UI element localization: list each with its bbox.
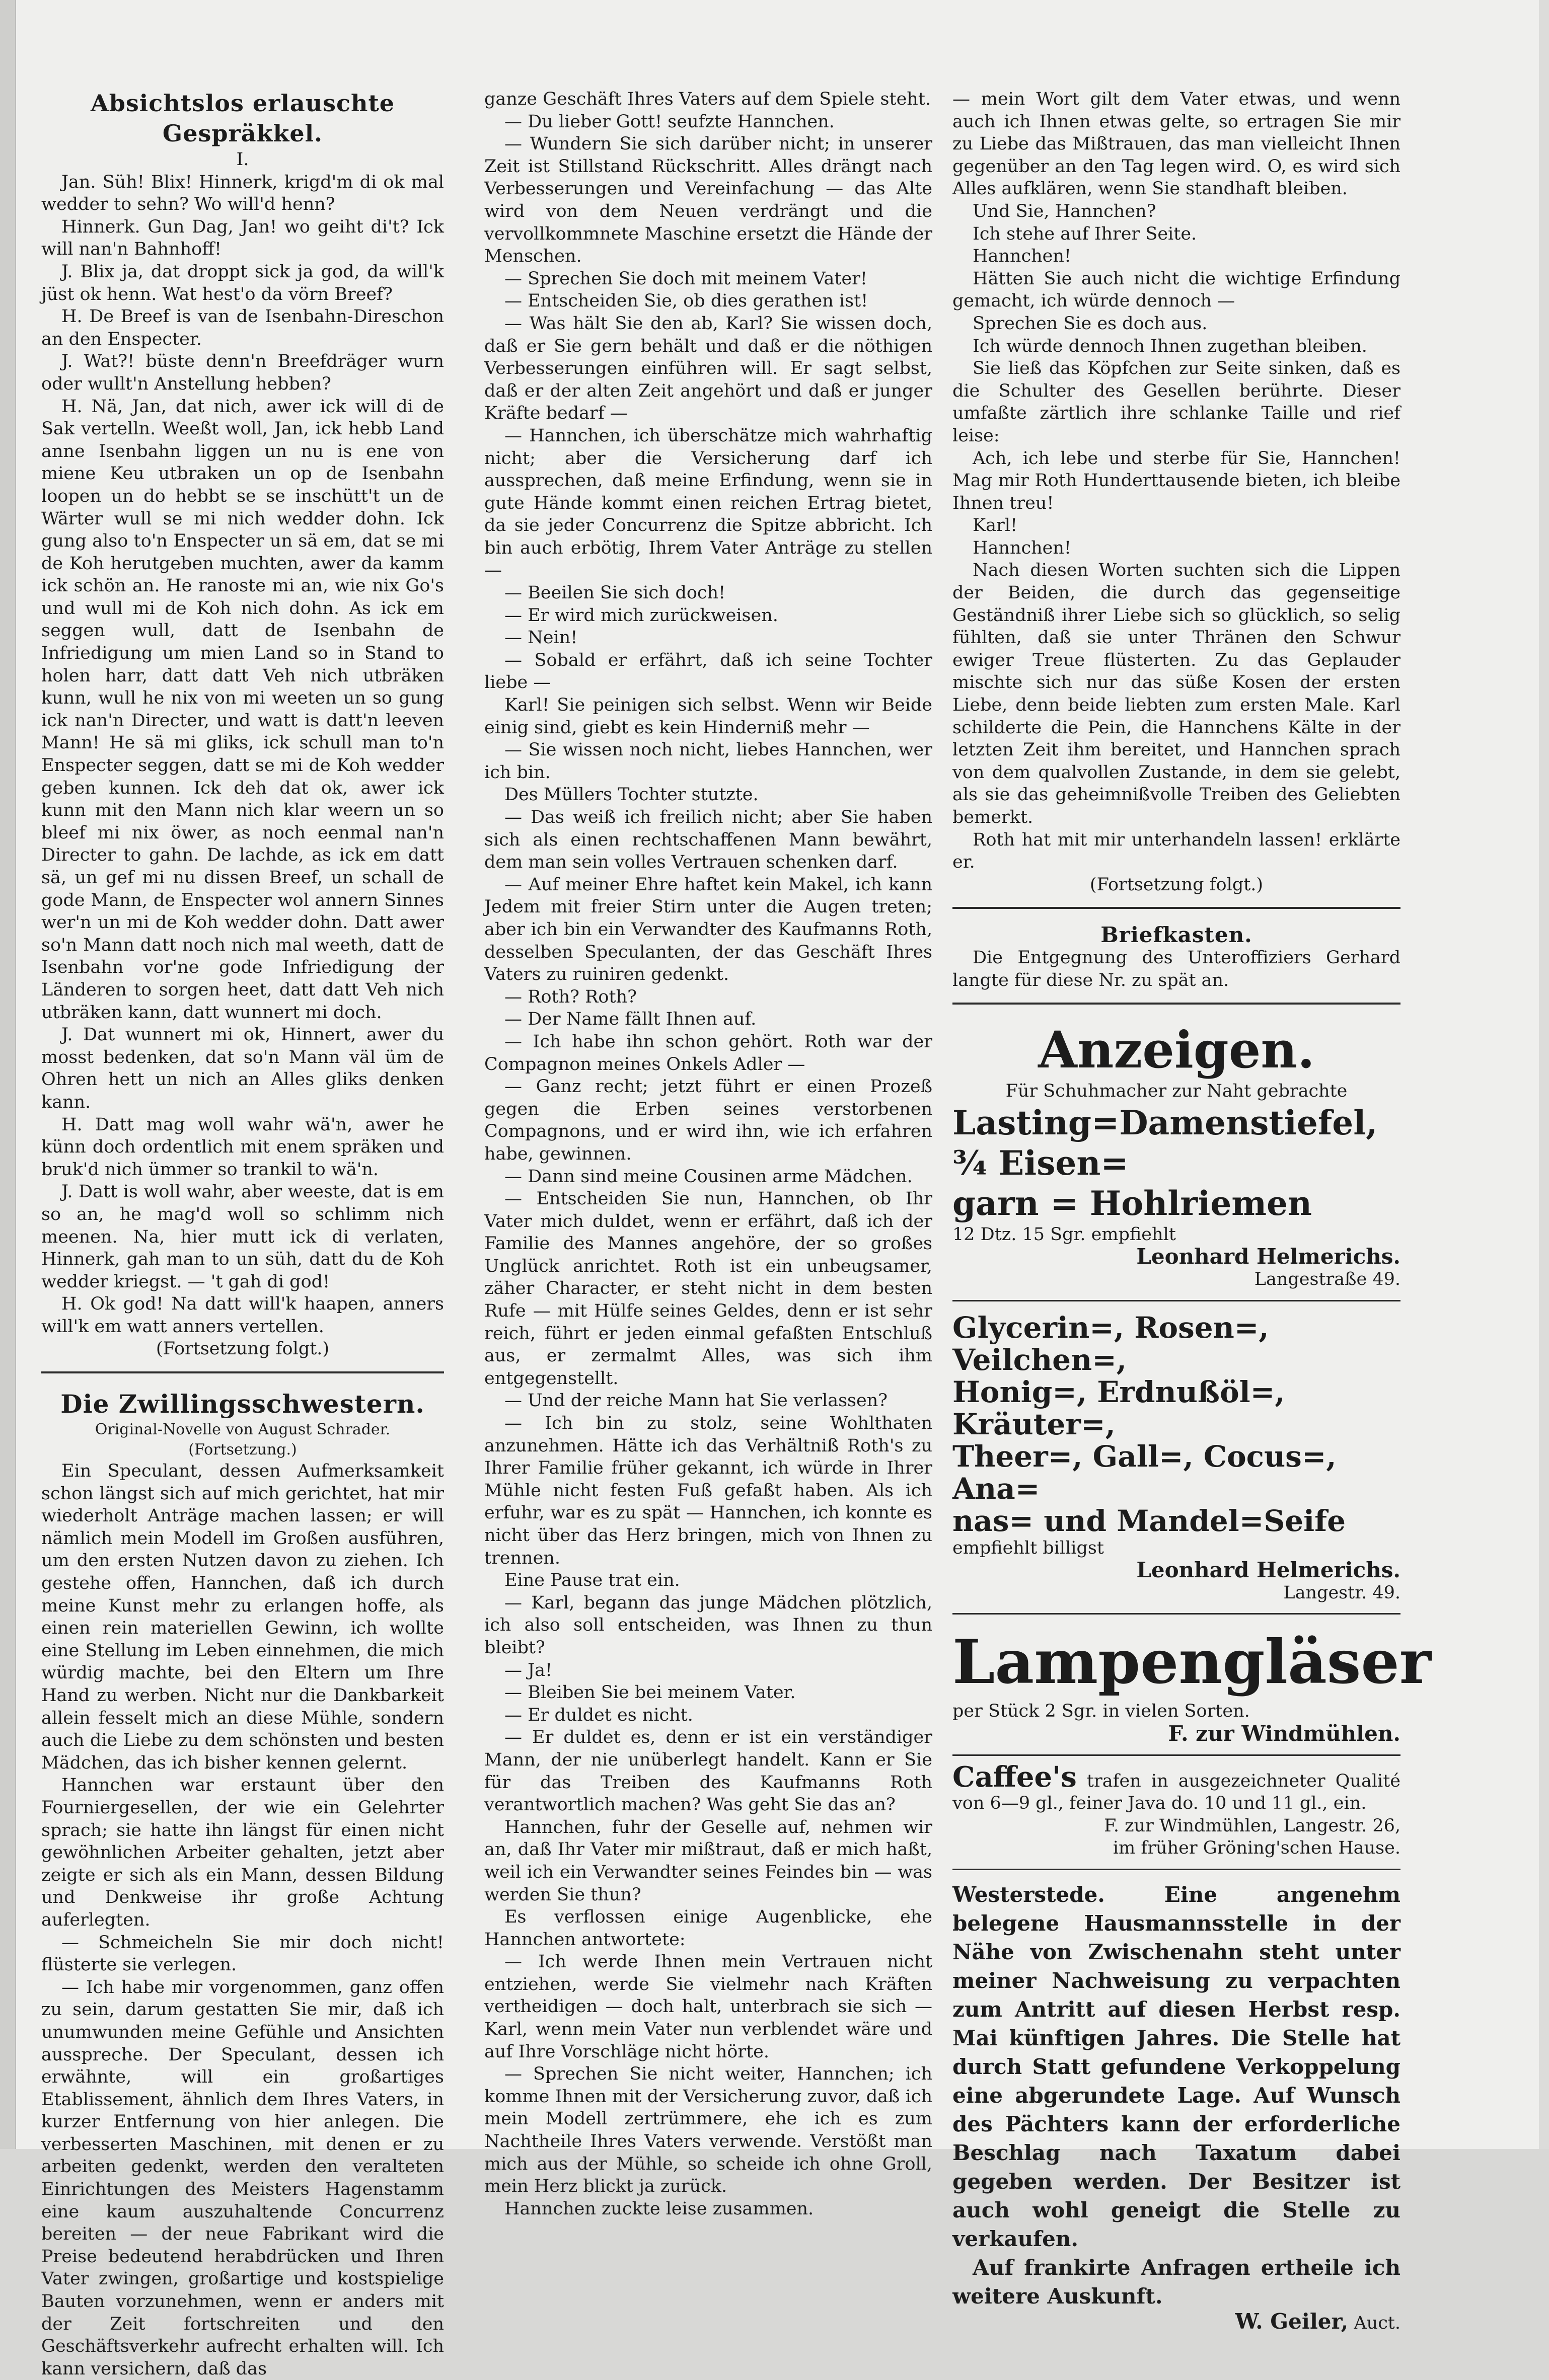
story-paragraph: — Er duldet es, denn er ist ein verständiger Mann, der nie unüberlegt handelt. Kann er Sie für das Treiben des Kaufmanns Roth verantwortlich machen? Was geht Sie das an? — [484, 1727, 932, 1815]
ad-headline: garn = Hohlriemen — [952, 1183, 1312, 1223]
section-divider — [952, 1003, 1400, 1005]
story-paragraph: Sprechen Sie es doch aus. — [973, 313, 1208, 334]
story-paragraph: — Was hält Sie den ab, Karl? Sie wissen doch, daß er Sie gern behält und daß er die nöthigen Verbesserungen einführen will. Er sagt selbst, daß er der alten Zeit angehört und daß er junger Kräfte bedarf — — [484, 313, 932, 424]
story-paragraph: — Wundern Sie sich darüber nicht; in unserer Zeit ist Stillstand Rückschritt. Alles drängt nach Verbesserungen und Vereinfachung — das Alte wird von dem Neuen verdrängt und die vervollkommnete Maschine ersetzt die Hände der Menschen. — [484, 134, 932, 267]
soap-ad-line: Glycerin=, Rosen=, Veilchen=, — [952, 1310, 1269, 1377]
dialogue-line: H. Nä, Jan, dat nich, awer ick will di de Sak vertelln. Weeßt woll, Jan, ick hebb Land anne Isenbahn liggen un nu is ene von miene Keu utbraken un op de Isenbahn loopen un do hebbt se se inschütt't un de Wärter wull se mi nich wedder dohn. Ick gung also to'n Enspecter un sä em, dat se mi de Koh herutgeben muchten, awer da kamm ick schön an. He ranoste mi an, wie nix Go's und wull mi de Koh nich dohn. As ick em seggen wull, datt de Isenbahn de Infriedigung um mien Land so in Stand to holen harr, datt datt Veh nich utbräken kunn, wull he nix von mi weeten un so gung ick nan'n Directer, und watt is datt'n leeven Mann! He sä mi gliks, ick schull man to'n Enspecter seggen, datt se mi de Koh wedder geben kunnen. Ick deh dat ok, awer ick kunn mit den Mann nich klar weern un so bleef mi nix öwer, as noch eenmal nan'n Directer to gahn. De lachde, as ick em datt sä, un gef mi nu dissen Breef, un schall de gode Mann, de Enspecter wol annern Sinnes wer'n un mi de Koh wedder dohn. Datt awer so'n Mann datt noch nich mal weeth, datt de Isenbahn vor'ne gode Infriedigung der Länderen to sorgen heet, datt datt Veh nich utbräken kann, datt wunnert mi doch. — [41, 396, 444, 1023]
ad-signature-title: Auct. — [1354, 2313, 1400, 2333]
dialogue-line: J. Wat?! büste denn'n Breefdräger wurn oder wullt'n Anstellung hebben? — [41, 351, 444, 394]
story-paragraph: Hannchen war erstaunt über den Fourniergesellen, der wie ein Gelehrter sprach; sie hatte ihn längst für einen nicht gewöhnlichen Arbeiter gehalten, jetzt aber zeigte er sich als ein Mann, dessen Bildung und Denkweise ihr große Achtung auferlegten. — [41, 1775, 444, 1930]
story-paragraph: — mein Wort gilt dem Vater etwas, und wenn auch ich Ihnen etwas gelte, so ertragen Sie mir zu Liebe das Mißtrauen, das man vielleicht Ihnen gegenüber an den Tag legen wird. O, es wird sich Alles aufklären, wenn Sie standhaft bleiben. — [952, 89, 1400, 199]
farm-lease-ad: Westerstede. Eine angenehm belegene Hausmannsstelle in der Nähe von Zwischenahn steht unter meiner Nachweisung zu verpachten zum Antritt auf diesen Herbst resp. Mai künftigen Jahres. Die Stelle hat durch Statt gefundene Verkoppelung eine abgerundete Lage. Auf Wunsch des Pächters kann der erforderliche Beschlag nach Taxatum dabei gegeben werden. Der Besitzer ist auch wohl geneigt die Stelle zu verkaufen. — [952, 1882, 1400, 2251]
section-divider — [952, 1300, 1400, 1301]
soap-ad-line: nas= und Mandel=Seife — [952, 1503, 1346, 1538]
dialogue-line: H. Datt mag woll wahr wä'n, awer he künn doch ordentlich mit enem spräken und bruk'd nich ümmer so trankil to wä'n. — [41, 1114, 444, 1180]
story-paragraph: — Ich bin zu stolz, seine Wohlthaten anzunehmen. Hätte ich das Verhältniß Roth's zu Ihrer Familie früher gekannt, ich würde in Ihrer Mühle nicht festen Fuß gefaßt haben. Als ich erfuhr, war es zu spät — Hannchen, ich konnte es nicht über das Herz bringen, mich von Ihnen zu trennen. — [484, 1413, 932, 1568]
newspaper-page — [15, 0, 1541, 2379]
story-paragraph: Roth hat mit mir unterhandeln lassen! erklärte er. — [952, 829, 1400, 873]
story-paragraph: — Karl, begann das junge Mädchen plötzlich, ich also soll entscheiden, was Ihnen zu thun bleibt? — [484, 1592, 932, 1658]
story-paragraph: — Roth? Roth? — [504, 986, 637, 1007]
story-paragraph: — Schmeicheln Sie mir doch nicht! flüsterte sie verlegen. — [41, 1932, 444, 1975]
story-paragraph: Ach, ich lebe und sterbe für Sie, Hannchen! Mag mir Roth Hunderttausende bieten, ich bleibe Ihnen treu! — [952, 448, 1400, 513]
story-subtitle: Original-Novelle von August Schrader. — [95, 1421, 391, 1439]
column-1 — [41, 88, 444, 2380]
story-paragraph: — Hannchen, ich überschätze mich wahrhaftig nicht; aber die Versicherung darf ich aussprechen, daß meine Erfindung, wenn sie in gute Hände kommt einen reichen Ertrag bietet, da sie jeder Concurrenz die Spitze abbricht. Ich bin auch erbötig, Ihrem Vater Anträge zu stellen — — [484, 425, 932, 581]
dialogue-line: J. Dat wunnert mi ok, Hinnert, awer du mosst bedenken, dat so'n Mann väl üm de Ohren hett un nich an Alles gliks denken kann. — [41, 1025, 444, 1112]
dialogue-line: J. Blix ja, dat droppt sick ja god, da will'k jüst ok henn. Wat hest'o da vörn Breef? — [41, 261, 444, 304]
section-number: I. — [236, 149, 249, 170]
story-paragraph: Des Müllers Tochter stutzte. — [504, 785, 759, 805]
ad-merchant: Leonhard Helmerichs. — [1136, 1244, 1400, 1269]
story-paragraph: — Er duldet es nicht. — [504, 1705, 693, 1725]
story-paragraph: — Sprechen Sie nicht weiter, Hannchen; ich komme Ihnen mit der Versicherung zuvor, daß ich mein Modell zertrümmere, ehe ich es zum Nachtheile Ihres Vaters verwende. Verstößt man mich aus der Mühle, so scheide ich ohne Groll, mein Herz blickt ja zurück. — [484, 2064, 932, 2197]
story-paragraph: — Ich werde Ihnen mein Vertrauen nicht entziehen, werde Sie vielmehr nach Kräften vertheidigen — doch halt, unterbrach sie sich — Karl, wenn mein Vater nun verblendet wäre und auf Ihre Vorschläge nicht hörte. — [484, 1952, 932, 2062]
story-title: Die Zwillingsschwestern. — [60, 1389, 425, 1419]
dialogue-line: Hinnerk. Gun Dag, Jan! wo geiht di't? Ick will nan'n Bahnhoff! — [41, 216, 444, 260]
article-title-gespraeckel: Absichtslos erlauschte Gespräkkel. — [91, 90, 395, 147]
ad-address: im früher Gröning'schen Hause. — [1113, 1838, 1400, 1859]
dialogue-line: Jan. Süh! Blix! Hinnerk, krigd'm di ok mal wedder to sehn? Wo will'd henn? — [41, 172, 444, 215]
ad-headline: Lasting=Damenstiefel, ¾ Eisen= — [952, 1103, 1378, 1183]
coffee-ad-text: trafen in ausgezeichneter Qualité von 6—9 gl., feiner Java do. 10 und 11 gl., ein. — [952, 1771, 1400, 1814]
story-paragraph: Hannchen! — [973, 246, 1071, 267]
story-paragraph: — Sie wissen noch nicht, liebes Hannchen, wer ich bin. — [484, 740, 932, 783]
story-paragraph: Ich stehe auf Ihrer Seite. — [973, 223, 1197, 244]
story-paragraph: — Ja! — [504, 1660, 553, 1680]
story-continuation-note: (Fortsetzung.) — [188, 1441, 297, 1459]
story-paragraph: — Auf meiner Ehre haftet kein Makel, ich kann Jedem mit freier Stirn unter die Augen treten; aber ich bin ein Verwandter des Kaufmanns Roth, desselben Speculanten, der das Geschäft Ihres Vaters zu ruiniren gedenkt. — [484, 874, 932, 985]
briefkasten-title: Briefkasten. — [1100, 923, 1252, 948]
section-divider — [41, 1371, 444, 1373]
story-paragraph: — Sprechen Sie doch mit meinem Vater! — [504, 268, 867, 289]
story-paragraph: — Das weiß ich freilich nicht; aber Sie haben sich als einen rechtschaffenen Mann bewährt, dem man sein volles Vertrauen schenken darf. — [484, 807, 932, 873]
story-paragraph: Karl! Sie peinigen sich selbst. Wenn wir Beide einig sind, giebt es kein Hinderniß mehr — — [484, 695, 932, 738]
ad-recommendation: empfiehlt billigst — [952, 1538, 1104, 1558]
section-divider — [952, 1754, 1400, 1756]
ad-merchant: F. zur Windmühlen, Langestr. 26, — [1104, 1815, 1400, 1836]
story-paragraph: — Entscheiden Sie, ob dies gerathen ist! — [504, 291, 868, 312]
ad-address: Langestr. 49. — [1283, 1582, 1400, 1603]
column-3 — [952, 88, 1431, 2334]
story-paragraph: ganze Geschäft Ihres Vaters auf dem Spiele steht. — [484, 89, 931, 109]
lamp-glass-ad-title: Lampengläser — [952, 1627, 1431, 1698]
ad-address: Langestraße 49. — [1254, 1269, 1400, 1289]
story-paragraph: Und Sie, Hannchen? — [973, 201, 1156, 221]
briefkasten-text: Die Entgegnung des Unteroffiziers Gerhard langte für diese Nr. zu spät an. — [952, 947, 1400, 990]
story-paragraph: Hannchen zuckte leise zusammen. — [504, 2198, 814, 2219]
story-paragraph: Eine Pause trat ein. — [504, 1570, 680, 1591]
ad-merchant: Leonhard Helmerichs. — [1136, 1558, 1400, 1583]
story-paragraph: Nach diesen Worten suchten sich die Lippen der Beiden, die durch das gegenseitige Geständniß ihrer Liebe sich so glücklich, so selig fühlten, daß sie unter Thränen den Schwur ewiger Treue flüsterten. Zu das Geplauder mischte sich nur das süße Kosen der ersten Liebe, denn beide liebten zum ersten Male. Karl schilderte die Pein, die Hannchens Kälte in der letzten Zeit ihm bereitet, und Hannchen sprach von dem qualvollen Zustande, in dem sie gelebt, als sie das geheimnißvolle Treiben des Geliebten bemerkt. — [952, 560, 1400, 827]
story-paragraph: Ein Speculant, dessen Aufmerksamkeit schon längst sich auf mich gerichtet, hat mir wiederholt Anträge machen lassen; er will nämlich mein Modell im Großen ausführen, um den ersten Nutzen davon zu ziehen. Ich gestehe offen, Hannchen, daß ich durch meine Kunst mehr zu erlangen hoffe, als einen rein materiellen Gewinn, ich wollte eine Stellung im Leben einnehmen, die mich würdig machte, bei den Eltern um Ihre Hand zu werben. Nicht nur die Dankbarkeit allein fesselt mich an diese Mühle, sondern auch die Liebe zu dem schönsten und besten Mädchen, das ich bisher kennen gelernt. — [41, 1461, 444, 1773]
story-paragraph: — Du lieber Gott! seufzte Hannchen. — [504, 111, 835, 132]
page-margin — [1539, 0, 1549, 2149]
story-paragraph: — Er wird mich zurückweisen. — [504, 605, 778, 626]
ad-price: 12 Dtz. 15 Sgr. empfiehlt — [952, 1224, 1176, 1245]
soap-ad-line: Theer=, Gall=, Cocus=, Ana= — [952, 1439, 1337, 1506]
section-divider — [952, 907, 1400, 909]
story-paragraph: — Ich habe mir vorgenommen, ganz offen zu sein, darum gestatten Sie mir, daß ich unumwunden meine Gefühle und Ansichten ausspreche. Der Speculant, dessen ich erwähnte, will ein großartiges Etablissement, ähnlich dem Ihres Vaters, in kurzer Entfernung von hier anlegen. Die verbesserten Maschinen, mit denen er zu arbeiten gedenkt, werden den veralteten Einrichtungen des Meisters Hagenstamm eine kaum auszuhaltende Concurrenz bereiten — der neue Fabrikant wird die Preise bedeutend herabdrücken und Ihren Vater zwingen, großartige und kostspielige Bauten vorzunehmen, wenn er anders mit der Zeit fortschreiten und den Geschäftsverkehr aufrecht erhalten will. Ich kann versichern, daß das — [41, 1977, 444, 2379]
story-paragraph: — Ganz recht; jetzt führt er einen Prozeß gegen die Erben seines verstorbenen Compagnons, und er wird ihn, wie ich erfahren habe, gewinnen. — [484, 1077, 932, 1164]
dialogue-line: J. Datt is woll wahr, aber weeste, dat is em so an, he mag'd woll so schlimm nich meenen. Na, hier mutt ick di verlaten, Hinnerk, gah man to un süh, datt du de Koh wedder kriegst. — 't gah di god! — [41, 1182, 444, 1292]
story-paragraph: — Nein! — [504, 628, 578, 648]
story-paragraph: — Der Name fällt Ihnen auf. — [504, 1009, 757, 1030]
story-paragraph: — Entscheiden Sie nun, Hannchen, ob Ihr Vater mich duldet, wenn er erfährt, daß ich der Familie des Mannes angehöre, der so großes Unglück anrichtet. Roth ist ein unbeugsamer, zäher Character, er steht nicht in dem besten Rufe — mit Hülfe seines Geldes, denn er ist sehr reich, führt er jeden einmal gefaßten Entschluß aus, er zermalmt Alles, was sich ihm entgegenstellt. — [484, 1189, 932, 1389]
continued-note: (Fortsetzung folgt.) — [1089, 874, 1264, 895]
previous-page-edge — [0, 0, 15, 2149]
story-paragraph: Es verflossen einige Augenblicke, ehe Hannchen antwortete: — [484, 1907, 932, 1950]
farm-lease-ad-contact: Auf frankirte Anfragen ertheile ich weitere Auskunft. — [952, 2255, 1400, 2309]
ad-merchant: F. zur Windmühlen. — [1168, 1721, 1400, 1746]
coffee-ad-title: Caffee's — [952, 1760, 1077, 1794]
story-paragraph: Hannchen, fuhr der Geselle auf, nehmen wir an, daß Ihr Vater mir mißtraut, daß er mich haßt, weil ich ein Verwandter seines Feindes bin — was werden Sie thun? — [484, 1817, 932, 1905]
continued-note: (Fortsetzung folgt.) — [156, 1339, 330, 1359]
dialogue-line: H. Ok god! Na datt will'k haapen, anners will'k em watt anners vertellen. — [41, 1294, 444, 1337]
story-paragraph: — Ich habe ihn schon gehört. Roth war der Compagnon meines Onkels Adler — — [484, 1031, 932, 1074]
story-paragraph: — Beeilen Sie sich doch! — [504, 583, 726, 603]
ad-signature: W. Geiler, — [1235, 2309, 1349, 2334]
story-paragraph: Hätten Sie auch nicht die wichtige Erfindung gemacht, ich würde dennoch — — [952, 268, 1400, 312]
ad-intro: Für Schuhmacher zur Naht gebrachte — [1005, 1081, 1348, 1102]
story-paragraph: — Und der reiche Mann hat Sie verlassen? — [504, 1391, 888, 1411]
story-paragraph: — Bleiben Sie bei meinem Vater. — [504, 1682, 796, 1703]
story-paragraph: — Sobald er erfährt, daß ich seine Tochter liebe — — [484, 650, 932, 693]
anzeigen-title: Anzeigen. — [1038, 1020, 1315, 1080]
story-paragraph: Hannchen! — [973, 538, 1071, 558]
story-paragraph: Sie ließ das Köpfchen zur Seite sinken, daß es die Schulter des Gesellen berührte. Dieser umfaßte zärtlich ihre schlanke Taille und rief leise: — [952, 358, 1400, 446]
story-paragraph: Karl! — [973, 515, 1018, 536]
dialogue-line: H. De Breef is van de Isenbahn-Direschon an den Enspecter. — [41, 306, 444, 349]
soap-ad-line: Honig=, Erdnußöl=, Kräuter=, — [952, 1374, 1285, 1441]
story-paragraph: — Dann sind meine Cousinen arme Mädchen. — [504, 1166, 913, 1187]
section-divider — [952, 1613, 1400, 1615]
ad-price: per Stück 2 Sgr. in vielen Sorten. — [952, 1701, 1250, 1722]
section-divider — [952, 1869, 1400, 1870]
column-2 — [484, 88, 932, 2220]
story-paragraph: Ich würde dennoch Ihnen zugethan bleiben. — [973, 336, 1367, 356]
